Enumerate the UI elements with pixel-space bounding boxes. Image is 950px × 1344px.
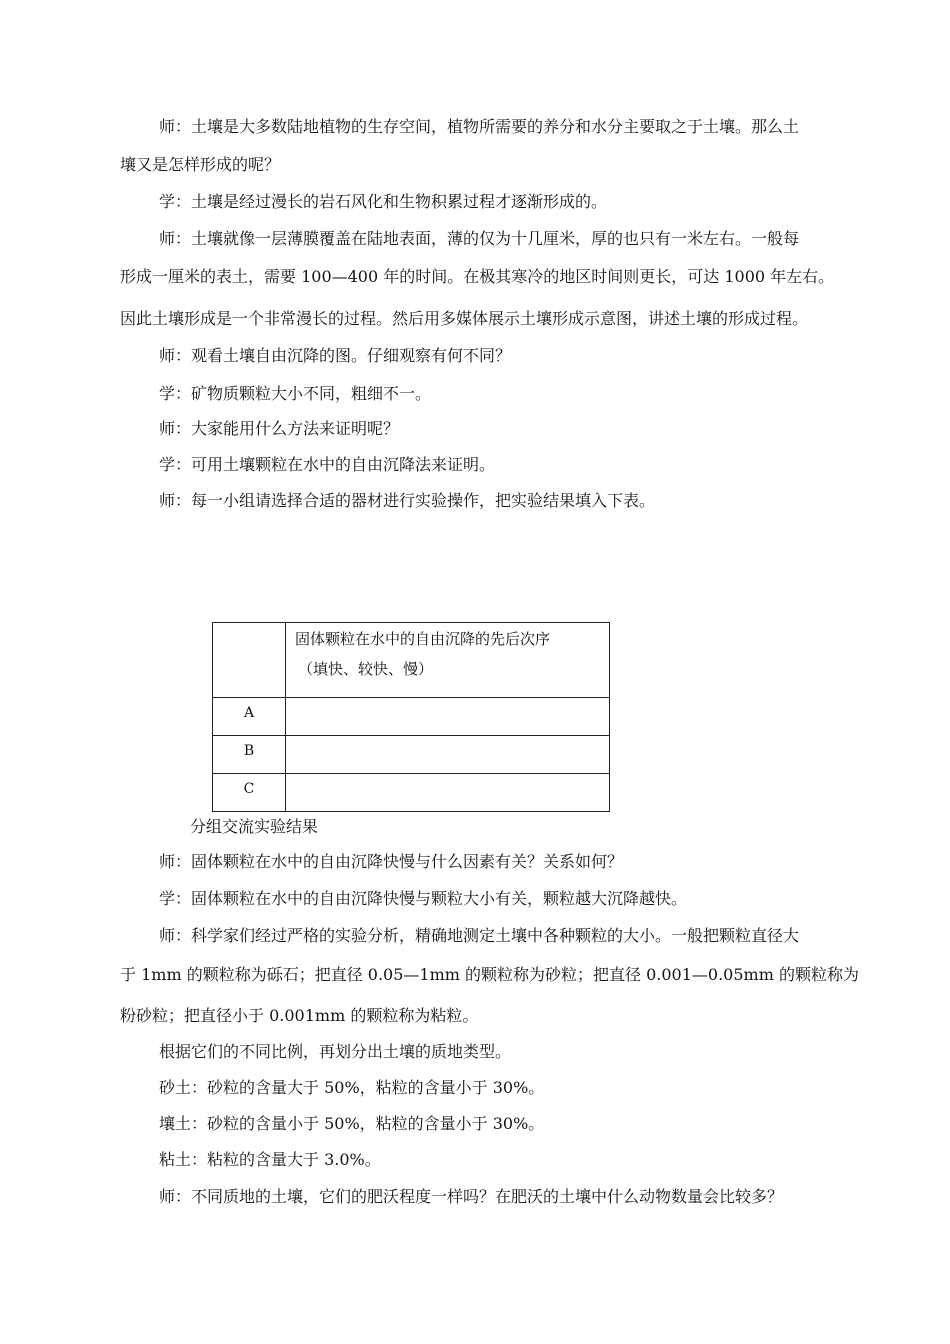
paragraph-line: 根据它们的不同比例，再划分出土壤的质地类型。: [159, 1042, 512, 1061]
table-row: [213, 698, 610, 736]
paragraph-line: 师：不同质地的土壤，它们的肥沃程度一样吗？在肥沃的土壤中什么动物数量会比较多？: [159, 1187, 784, 1206]
paragraph-line: 师：科学家们经过严格的实验分析，精确地测定土壤中各种颗粒的大小。一般把颗粒直径大: [159, 926, 800, 945]
paragraph-line: 壤土：砂粒的含量小于 50%，粘粒的含量小于 30%。: [159, 1114, 545, 1133]
table-row-label: A: [213, 698, 286, 736]
experiment-table: [212, 622, 610, 812]
paragraph-line: 师：观看土壤自由沉降的图。仔细观察有何不同？: [159, 346, 512, 365]
paragraph-line: 粘土：粘粒的含量大于 3.0%。: [159, 1150, 381, 1169]
table-header-row: [213, 623, 610, 698]
paragraph-line: 因此土壤形成是一个非常漫长的过程。然后用多媒体展示土壤形成示意图，讲述土壤的形成过程。: [120, 309, 809, 328]
table-row-label: B: [213, 736, 286, 774]
paragraph-line: 师：土壤是大多数陆地植物的生存空间，植物所需要的养分和水分主要取之于土壤。那么土: [159, 117, 800, 136]
paragraph-line: 粉砂粒；把直径小于 0.001mm 的颗粒称为粘粒。: [120, 1006, 479, 1025]
paragraph-line: 学：土壤是经过漫长的岩石风化和生物积累过程才逐渐形成的。: [159, 192, 608, 211]
paragraph-line: 学：固体颗粒在水中的自由沉降快慢与颗粒大小有关，颗粒越大沉降越快。: [159, 889, 688, 908]
table-row: [213, 736, 610, 774]
table-row-label: C: [213, 774, 286, 812]
paragraph-line: 学：可用土壤颗粒在水中的自由沉降法来证明。: [159, 455, 496, 474]
table-corner-cell: [213, 623, 286, 698]
paragraph-line: 师：土壤就像一层薄膜覆盖在陆地表面，薄的仅为十几厘米，厚的也只有一米左右。一般每: [159, 229, 800, 248]
paragraph-line: 师：大家能用什么方法来证明呢？: [159, 419, 400, 438]
paragraph-line: 形成一厘米的表土，需要 100—400 年的时间。在极其寒冷的地区时间则更长，可达 1000 年左右。: [120, 267, 835, 286]
table-row-value: [286, 774, 610, 812]
table-header-note: （填快、较快、慢）: [298, 660, 434, 678]
table-row-value: [286, 736, 610, 774]
paragraph-line: 于 1mm 的颗粒称为砾石；把直径 0.05—1mm 的颗粒称为砂粒；把直径 0.001—0.05mm 的颗粒称为: [120, 965, 859, 984]
paragraph-line: 学：矿物质颗粒大小不同，粗细不一。: [159, 384, 432, 403]
paragraph-line: 师：固体颗粒在水中的自由沉降快慢与什么因素有关？关系如何？: [159, 852, 624, 871]
table-caption: 分组交流实验结果: [190, 817, 319, 836]
paragraph-line: 砂土：砂粒的含量大于 50%，粘粒的含量小于 30%。: [159, 1078, 545, 1097]
paragraph-line: 壤又是怎样形成的呢？: [120, 155, 281, 174]
table-row: [213, 774, 610, 812]
table-row-value: [286, 698, 610, 736]
table-header-cell: [286, 623, 610, 698]
table-header-title: 固体颗粒在水中的自由沉降的先后次序: [295, 630, 551, 648]
paragraph-line: 师：每一小组请选择合适的器材进行实验操作，把实验结果填入下表。: [159, 491, 656, 510]
